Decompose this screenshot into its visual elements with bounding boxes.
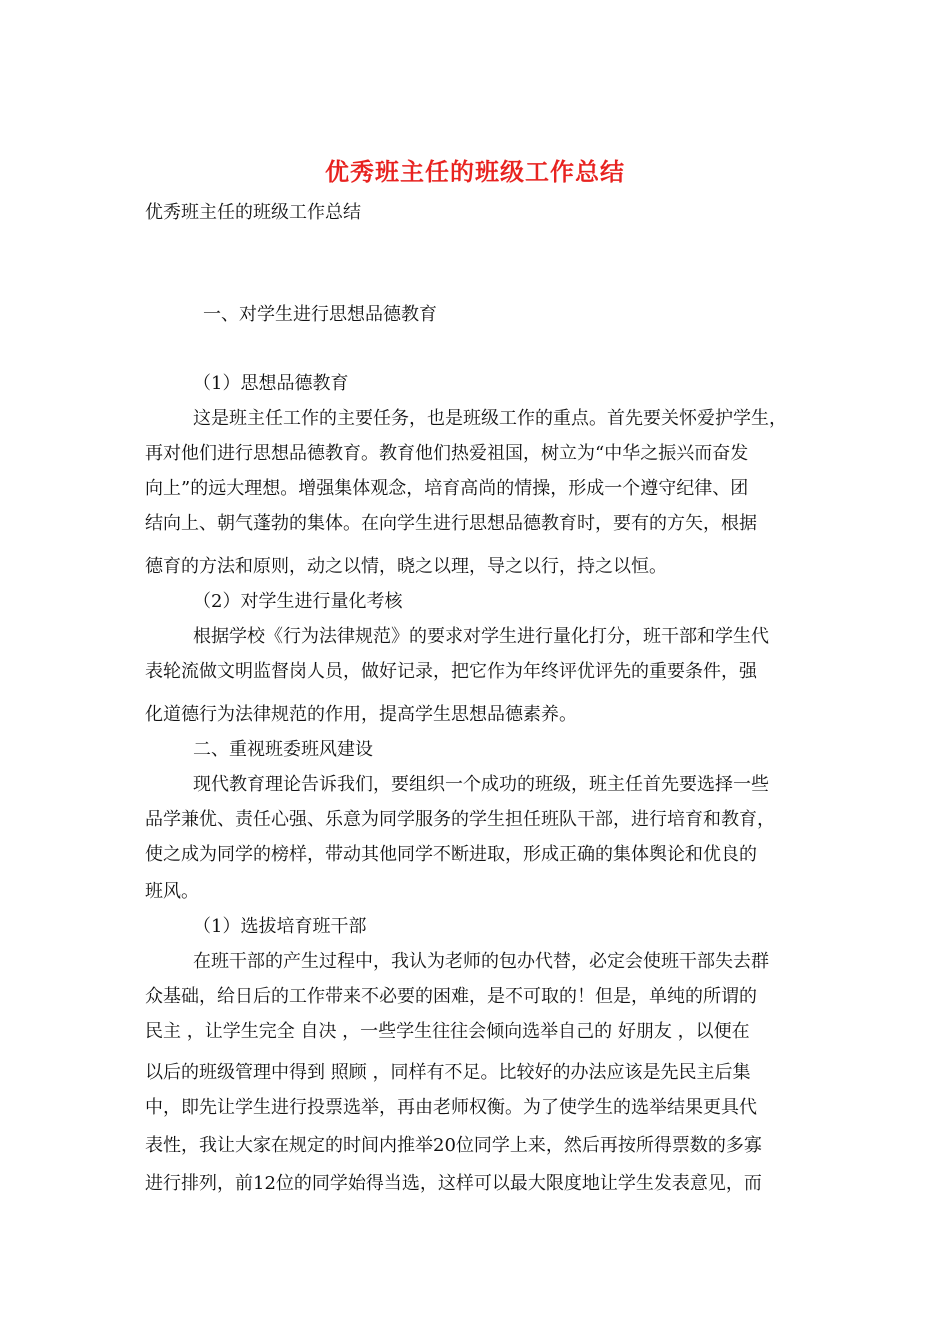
section-heading-2: 二、重视班委班风建设 bbox=[193, 739, 373, 760]
paragraph-line: 根据学校《行为法律规范》的要求对学生进行量化打分，班干部和学生代 bbox=[193, 626, 769, 647]
paragraph-line: 众基础，给日后的工作带来不必要的困难，是不可取的！但是，单纯的所谓的 bbox=[145, 986, 757, 1007]
paragraph-line: 使之成为同学的榜样，带动其他同学不断进取，形成正确的集体舆论和优良的 bbox=[145, 844, 757, 865]
paragraph-line: 中，即先让学生进行投票选举，再由老师权衡。为了使学生的选举结果更具代 bbox=[145, 1097, 757, 1118]
paragraph-line: 以后的班级管理中得到 照顾 ，同样有不足。比较好的办法应该是先民主后集 bbox=[145, 1062, 751, 1083]
paragraph-line: 现代教育理论告诉我们，要组织一个成功的班级，班主任首先要选择一些 bbox=[193, 774, 769, 795]
paragraph-line: 表性，我让大家在规定的时间内推举20位同学上来，然后再按所得票数的多寡 bbox=[145, 1135, 762, 1156]
paragraph-line: 结向上、朝气蓬勃的集体。在向学生进行思想品德教育时，要有的方矢，根据 bbox=[145, 513, 757, 534]
section-heading-1: 一、对学生进行思想品德教育 bbox=[203, 304, 437, 325]
paragraph-line: 进行排列，前12位的同学始得当选，这样可以最大限度地让学生发表意见，而 bbox=[145, 1173, 762, 1194]
paragraph-line: 在班干部的产生过程中，我认为老师的包办代替，必定会使班干部失去群 bbox=[193, 951, 769, 972]
paragraph-line: 这是班主任工作的主要任务，也是班级工作的重点。首先要关怀爱护学生， bbox=[193, 408, 787, 429]
paragraph-line: 德育的方法和原则，动之以情，晓之以理，导之以行，持之以恒。 bbox=[145, 556, 667, 577]
paragraph-line: 表轮流做文明监督岗人员，做好记录，把它作为年终评优评先的重要条件，强 bbox=[145, 661, 757, 682]
subsection-heading: （1）思想品德教育 bbox=[193, 373, 349, 394]
paragraph-line: 品学兼优、责任心强、乐意为同学服务的学生担任班队干部，进行培育和教育， bbox=[145, 809, 775, 830]
subsection-heading: （1）选拔培育班干部 bbox=[193, 916, 367, 937]
document-title: 优秀班主任的班级工作总结 bbox=[325, 158, 625, 186]
paragraph-line: 化道德行为法律规范的作用，提高学生思想品德素养。 bbox=[145, 704, 577, 725]
subsection-heading: （2）对学生进行量化考核 bbox=[193, 591, 403, 612]
paragraph-line: 向上”的远大理想。增强集体观念，培育高尚的情操，形成一个遵守纪律、团 bbox=[145, 478, 749, 499]
paragraph-line: 班风。 bbox=[145, 881, 199, 902]
paragraph-line: 再对他们进行思想品德教育。教育他们热爱祖国，树立为“中华之振兴而奋发 bbox=[145, 443, 749, 464]
document-subtitle: 优秀班主任的班级工作总结 bbox=[145, 202, 361, 223]
paragraph-line: 民主 ，让学生完全 自决 ，一些学生往往会倾向选举自己的 好朋友 ，以便在 bbox=[145, 1021, 750, 1042]
